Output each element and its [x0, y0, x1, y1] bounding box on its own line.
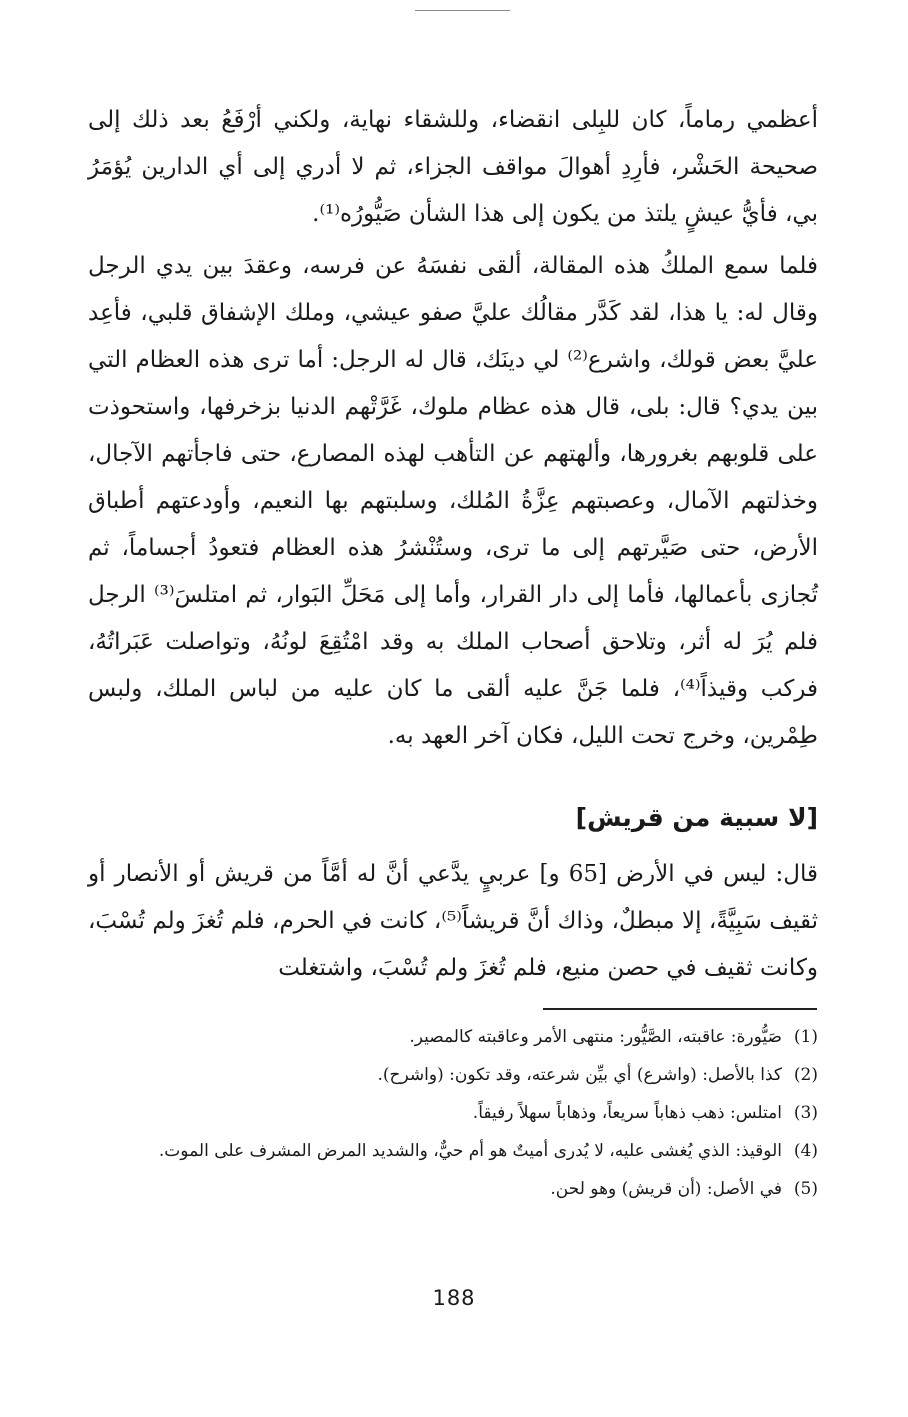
footnote-number: (3) — [793, 1103, 818, 1123]
section-heading: [لا سبية من قريش] — [575, 803, 818, 832]
footnote-text: صَيُّورة: عاقبته، الصَّيُّور: منتهى الأمر وعاقبته كالمصير. — [409, 1027, 782, 1047]
footnote-1 — [88, 1022, 818, 1052]
footnote-separator — [543, 1008, 817, 1010]
footnote-text: امتلس: ذهب ذهاباً سريعاً، وذهاباً سهلاً رفيقاً. — [472, 1103, 782, 1123]
paragraph-2: فلما سمع الملكُ هذه المقالة، ألقى نفسَهُ عن فرسه، وعقدَ بين يدي الرجل وقال له: يا هذا، لقد كَدَّر مقالُك عليَّ صفو عيشي، وملك الإشفاق قلبي، فأعِد عليَّ بعض قولك، واشرع⁽²⁾ لي دينَك، قال له الرجل: أما ترى هذه العظام التي بين يدي؟ قال: بلى، قال هذه عظام ملوك، غَرَّتْهم الدنيا بزخرفها، واستحوذت على قلوبهم بغرورها، وألهتهم عن التأهب لهذه المصارع، حتى فاجأتهم الآجال، وخذلتهم الآمال، وعصبتهم عِزَّةُ المُلك، وسلبتهم بها النعيم، وأودعتهم أطباق الأرض، حتى صَيَّرتهم إلى ما ترى، وستُنْشرُ هذه العظام فتعودُ أجساماً، ثم تُجازى بأعمالها، فأما إلى دار القرار، وأما إلى مَحَلِّ البَوار، ثم امتلسَ⁽³⁾ الرجل فلم يُرَ له أثر، وتلاحق أصحاب الملك به وقد امْتُقِعَ لونُهُ، وتواصلت عَبَراتُهُ، فركب وقيذاً⁽⁴⁾، فلما جَنَّ عليه ألقى ما كان عليه من لباس الملك، ولبس طِمْرين، وخرج تحت الليل، فكان آخر العهد به. — [88, 253, 818, 749]
paragraph-1: أعظمي رماماً، كان للبِلى انقضاء، وللشقاء نهاية، ولكني أرْفَعُ بعد ذلك إلى صحيحة الحَشْر، فأرِدِ أهوالَ مواقف الجزاء، ثم لا أدري إلى أي الدارين يُؤمَرُ بي، فأيُّ عيشٍ يلتذ من يكون إلى هذا الشأن صَيُّورُه⁽¹⁾. — [88, 107, 818, 227]
footnote-4 — [88, 1136, 818, 1166]
footnote-number: (1) — [793, 1027, 818, 1047]
footnote-2 — [88, 1060, 818, 1090]
page-number: 188 — [432, 1286, 476, 1310]
paragraph-3: قال: ليس في الأرض [65 و] عربيٍ يدَّعي أنَّ له أمَّاً من قريش أو الأنصار أو ثقيف سَبِيَّةً، إلا مبطلٌ، وذاك أنَّ قريشاً⁽⁵⁾، كانت في الحرم، فلم تُغزَ ولم تُسْبَ، وكانت ثقيف في حصن منيع، فلم تُغزَ ولم تُسْبَ، واشتغلت — [88, 861, 818, 981]
top-rule — [415, 10, 510, 11]
footnote-3 — [88, 1098, 818, 1128]
footnote-number: (4) — [793, 1141, 818, 1161]
footnotes-list — [88, 1022, 818, 1212]
footnote-number: (5) — [793, 1179, 818, 1199]
footnote-number: (2) — [793, 1065, 818, 1085]
footnote-text: في الأصل: (أن قريش) وهو لحن. — [550, 1179, 782, 1199]
footnote-5 — [88, 1174, 818, 1204]
footnote-text: كذا بالأصل: (واشرع) أي بيِّن شرعته، وقد تكون: (واشرح). — [377, 1065, 782, 1085]
footnote-text: الوقيذ: الذي يُغشى عليه، لا يُدرى أميتٌ هو أم حيٌّ، والشديد المرض المشرف على الموت. — [158, 1141, 782, 1161]
